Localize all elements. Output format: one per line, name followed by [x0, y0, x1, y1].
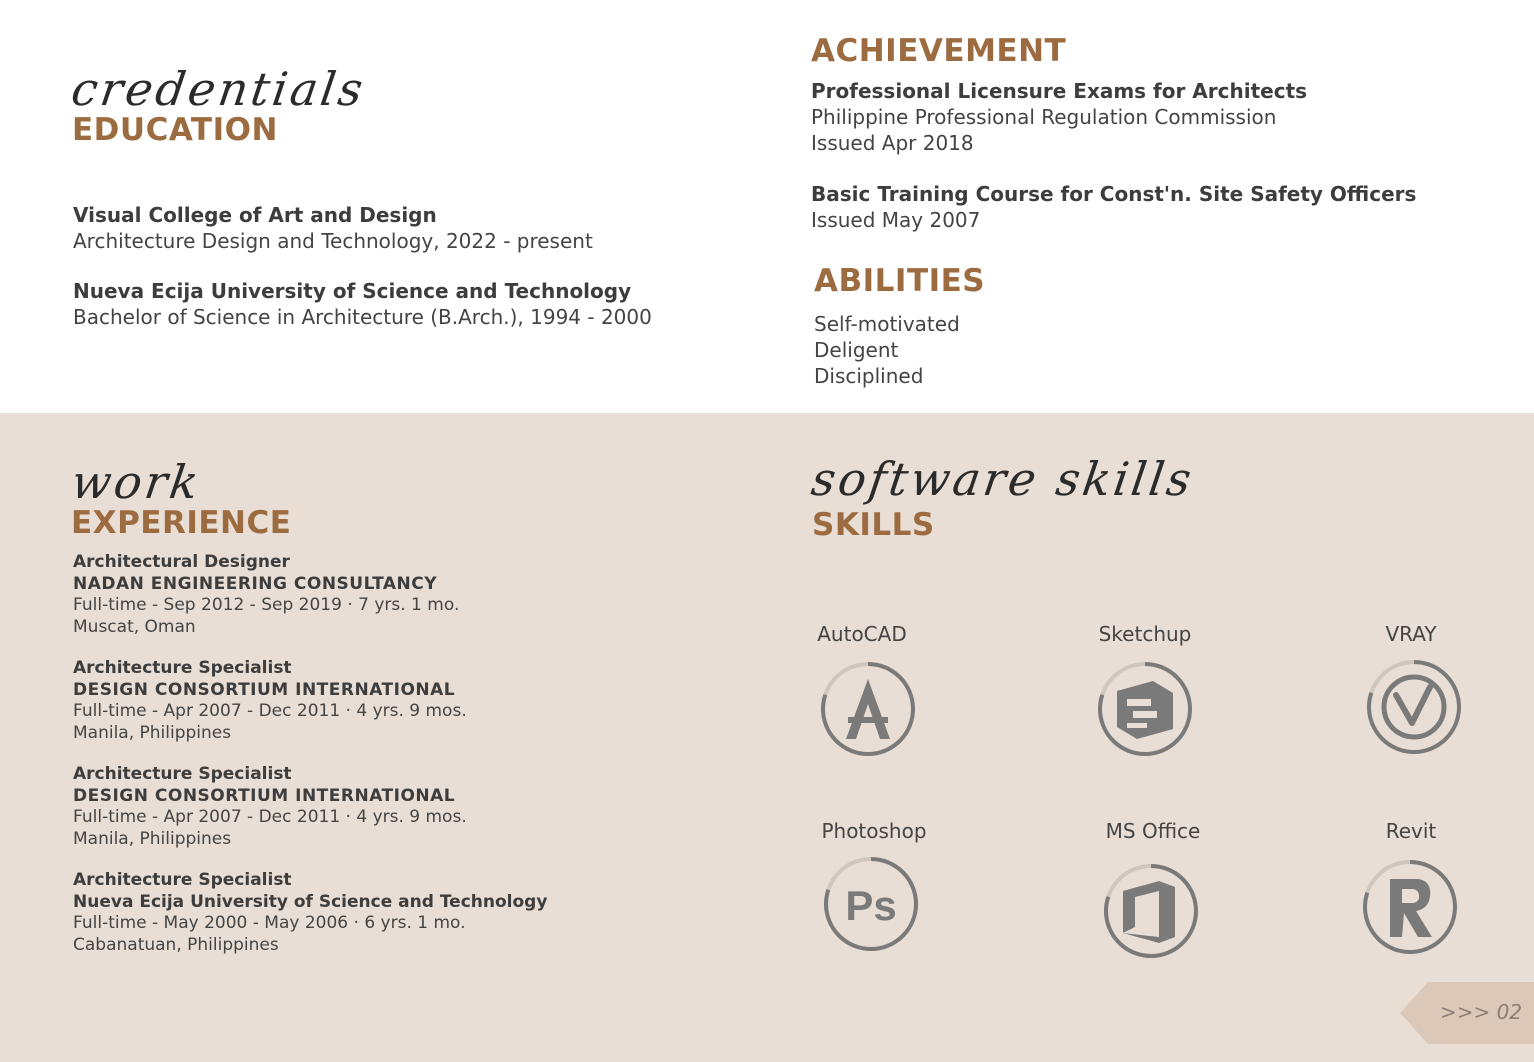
achievement-name: Professional Licensure Exams for Architects [811, 79, 1308, 103]
abilities-list [814, 311, 960, 389]
education-item [73, 278, 652, 330]
experience-item [73, 870, 547, 956]
svg-text:Ps: Ps [845, 882, 897, 929]
credentials-script-title: credentials [68, 62, 370, 116]
sketchup-icon [1095, 659, 1195, 759]
experience-heading: EXPERIENCE [71, 505, 292, 541]
skill-label: MS Office [1105, 819, 1201, 843]
experience-location: Manila, Philippines [73, 828, 232, 849]
skill-label: Sketchup [1098, 622, 1192, 646]
experience-role: Architectural Designer [73, 552, 290, 572]
experience-company: DESIGN CONSORTIUM INTERNATIONAL [73, 679, 456, 700]
experience-company: NADAN ENGINEERING CONSULTANCY [73, 573, 438, 594]
experience-location: Cabanatuan, Philippines [73, 934, 279, 955]
experience-role: Architecture Specialist [73, 658, 292, 678]
achievement-issued-date: Issued Apr 2018 [811, 131, 974, 155]
experience-location: Manila, Philippines [73, 722, 232, 743]
experience-role: Architecture Specialist [73, 870, 292, 890]
skill-label: AutoCAD [817, 622, 907, 646]
photoshop-icon [821, 854, 921, 954]
experience-item [73, 764, 467, 850]
ability-item: Deligent [814, 338, 899, 362]
work-script-title: work [68, 455, 205, 509]
achievement-heading: ACHIEVEMENT [811, 33, 1067, 69]
revit-icon [1360, 857, 1460, 957]
skill-label: Photoshop [821, 819, 927, 843]
education-detail: Architecture Design and Technology, 2022 - present [73, 229, 593, 253]
achievement-issuer: Philippine Professional Regulation Commission [811, 105, 1277, 129]
autocad-icon [818, 659, 918, 759]
experience-role: Architecture Specialist [73, 764, 292, 784]
education-school: Visual College of Art and Design [73, 203, 437, 227]
achievement-name: Basic Training Course for Const'n. Site Safety Officers [811, 182, 1417, 206]
experience-item [73, 552, 459, 638]
ms-office-icon [1101, 861, 1201, 961]
ability-item: Disciplined [814, 364, 924, 388]
experience-company: Nueva Ecija University of Science and Technology [73, 891, 548, 912]
education-item [73, 202, 593, 254]
experience-period: Full-time - Apr 2007 - Dec 2011 · 4 yrs. 9 mos. [73, 807, 467, 827]
page-number: >>> 02 [1440, 1000, 1523, 1024]
experience-period: Full-time - Apr 2007 - Dec 2011 · 4 yrs. 9 mos. [73, 701, 467, 721]
experience-item [73, 658, 467, 744]
ability-item: Self-motivated [814, 312, 960, 336]
education-heading: EDUCATION [72, 112, 278, 148]
vray-icon [1364, 657, 1464, 757]
achievement-item [811, 181, 1416, 233]
skill-label: VRAY [1385, 622, 1437, 646]
education-school: Nueva Ecija University of Science and Technology [73, 279, 632, 303]
experience-location: Muscat, Oman [73, 616, 196, 637]
skill-label: Revit [1385, 819, 1437, 843]
achievement-item [811, 78, 1307, 156]
software-skills-script-title: software skills [808, 452, 1198, 506]
skills-heading: SKILLS [812, 507, 935, 543]
experience-period: Full-time - Sep 2012 - Sep 2019 · 7 yrs. 1 mo. [73, 595, 460, 615]
abilities-heading: ABILITIES [814, 263, 986, 299]
experience-period: Full-time - May 2000 - May 2006 · 6 yrs. 1 mo. [73, 913, 466, 933]
achievement-issued-date: Issued May 2007 [811, 208, 981, 232]
experience-company: DESIGN CONSORTIUM INTERNATIONAL [73, 785, 456, 806]
education-detail: Bachelor of Science in Architecture (B.Arch.), 1994 - 2000 [73, 305, 652, 329]
